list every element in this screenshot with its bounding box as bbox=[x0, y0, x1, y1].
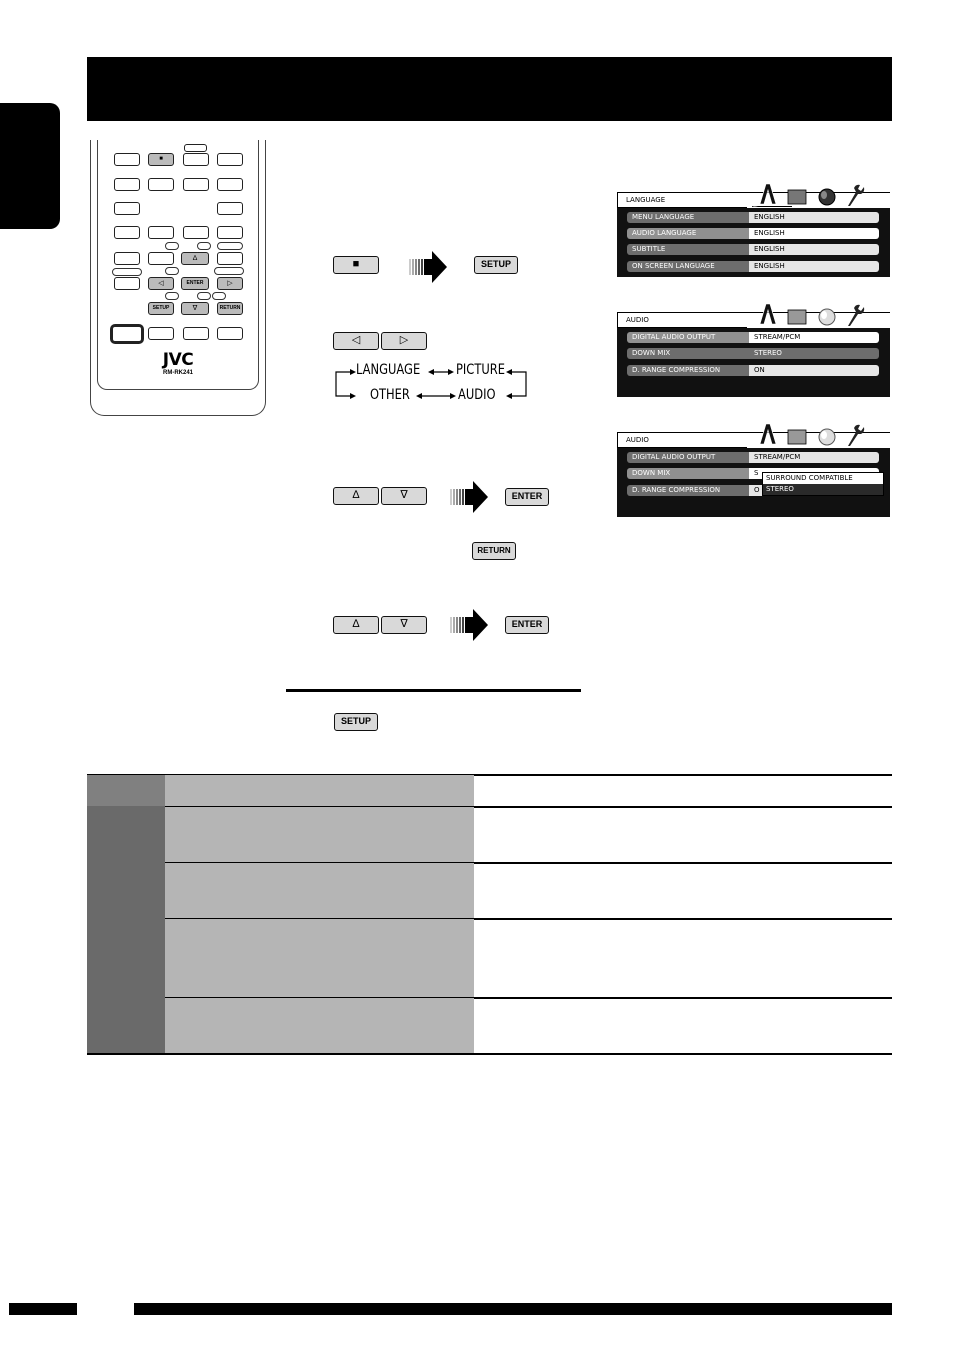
remote-button bbox=[217, 178, 243, 191]
down-key-glyph: ∇ bbox=[400, 618, 408, 630]
remote-left-button bbox=[148, 277, 174, 290]
osd-row-label: ON SCREEN LANGUAGE bbox=[627, 261, 749, 272]
osd-row bbox=[627, 212, 879, 223]
osd-row-label: DIGITAL AUDIO OUTPUT bbox=[627, 332, 749, 343]
remote-button bbox=[114, 277, 140, 290]
remote-button bbox=[183, 178, 209, 191]
up-key bbox=[333, 487, 379, 505]
remote-setup-button bbox=[148, 302, 174, 315]
osd-row-label: DOWN MIX bbox=[627, 348, 749, 359]
remote-button bbox=[114, 226, 140, 239]
osd-row-label: D. RANGE COMPRESSION bbox=[627, 365, 749, 376]
popup-option[interactable]: SURROUND COMPATIBLE bbox=[766, 474, 853, 482]
osd-menu-icons bbox=[752, 180, 872, 208]
table-item-cell bbox=[165, 919, 474, 997]
remote-return-button bbox=[217, 302, 243, 315]
footer-bar-left bbox=[9, 1303, 77, 1315]
osd-row-value: STREAM/PCM bbox=[749, 452, 879, 463]
left-key bbox=[333, 332, 379, 350]
table-item-cell bbox=[165, 807, 474, 862]
remote-down-button bbox=[181, 302, 209, 315]
remote-button bbox=[114, 202, 140, 215]
remote-small-button bbox=[197, 292, 211, 300]
up-key-glyph: ∆ bbox=[352, 489, 360, 501]
menu-other-label: OTHER bbox=[370, 387, 410, 403]
table-header-middle-cell bbox=[165, 775, 474, 806]
popup-option-selected[interactable]: STEREO bbox=[763, 484, 883, 495]
remote-button bbox=[148, 226, 174, 239]
return-key: RETURN bbox=[472, 542, 516, 560]
up-key-glyph: ∆ bbox=[352, 618, 360, 630]
next-step-arrow-icon bbox=[450, 479, 490, 515]
table-bottom-rule bbox=[87, 1053, 892, 1055]
remote-setup-label: SETUP bbox=[152, 305, 170, 311]
table-item-cell bbox=[165, 863, 474, 918]
stop-key bbox=[333, 256, 379, 274]
osd-row-value: S bbox=[749, 468, 879, 479]
remote-small-button bbox=[212, 292, 226, 300]
remote-small-button bbox=[214, 267, 244, 275]
up-key bbox=[333, 616, 379, 634]
remote-left-label: ◁ bbox=[158, 280, 164, 287]
remote-small-button bbox=[197, 242, 211, 250]
footer-bar-right bbox=[134, 1303, 892, 1315]
enter-key: ENTER bbox=[505, 616, 549, 634]
remote-right-label: ▷ bbox=[227, 280, 233, 287]
osd-tab-label: LANGUAGE bbox=[617, 192, 747, 208]
osd-tab-label: AUDIO bbox=[617, 312, 747, 328]
next-step-arrow-icon bbox=[409, 249, 449, 285]
remote-top-button bbox=[184, 144, 207, 152]
down-key-glyph: ∇ bbox=[400, 489, 408, 501]
osd-row bbox=[627, 261, 879, 272]
remote-small-button bbox=[165, 267, 179, 275]
remote-button bbox=[217, 202, 243, 215]
osd-language-screen bbox=[617, 192, 890, 277]
setup-key: SETUP bbox=[334, 713, 378, 731]
remote-stop-button bbox=[148, 153, 174, 166]
remote-up-button bbox=[181, 252, 209, 265]
table-item-cell bbox=[165, 998, 474, 1053]
remote-button bbox=[183, 153, 209, 166]
osd-row-value: ENGLISH bbox=[749, 261, 879, 272]
remote-button bbox=[148, 252, 174, 265]
remote-small-button bbox=[165, 292, 179, 300]
remote-enter-button bbox=[181, 277, 209, 290]
enter-key: ENTER bbox=[505, 488, 549, 506]
remote-button bbox=[183, 327, 209, 340]
remote-button bbox=[114, 178, 140, 191]
osd-tab-label: AUDIO bbox=[617, 432, 747, 448]
remote-button bbox=[148, 327, 174, 340]
right-key-glyph: ▷ bbox=[399, 334, 409, 346]
stop-key-glyph: ■ bbox=[352, 258, 360, 270]
remote-small-button bbox=[165, 242, 179, 250]
language-side-tab bbox=[0, 103, 60, 229]
osd-menu-icons bbox=[752, 300, 872, 328]
menu-picture-label: PICTURE bbox=[456, 362, 505, 378]
osd-menu-icons bbox=[752, 420, 872, 448]
osd-row bbox=[627, 452, 879, 463]
osd-row-label: AUDIO LANGUAGE bbox=[627, 228, 749, 239]
remote-button bbox=[217, 327, 243, 340]
remote-highlighted-button bbox=[110, 324, 144, 344]
osd-row bbox=[627, 365, 879, 376]
osd-audio-screen bbox=[617, 312, 890, 397]
remote-enter-label: ENTER bbox=[186, 280, 204, 286]
down-key bbox=[381, 616, 427, 634]
down-mix-options-popup bbox=[762, 472, 884, 496]
osd-row-value: O bbox=[749, 485, 879, 496]
osd-row-label: MENU LANGUAGE bbox=[627, 212, 749, 223]
remote-button bbox=[183, 226, 209, 239]
osd-row bbox=[627, 332, 879, 343]
remote-brand-logo: JVC bbox=[162, 350, 194, 370]
osd-row bbox=[627, 228, 879, 239]
remote-return-label: RETURN bbox=[219, 305, 241, 311]
osd-row-label: DOWN MIX bbox=[627, 468, 749, 479]
left-key-glyph: ◁ bbox=[351, 334, 361, 346]
remote-model: RM-RK241 bbox=[162, 370, 193, 376]
osd-row bbox=[627, 244, 879, 255]
remote-button bbox=[217, 252, 243, 265]
right-key bbox=[381, 332, 427, 350]
osd-row-label: D. RANGE COMPRESSION bbox=[627, 485, 749, 496]
table-header-left-cell bbox=[87, 775, 165, 806]
osd-row-label: DIGITAL AUDIO OUTPUT bbox=[627, 452, 749, 463]
remote-small-button bbox=[112, 268, 142, 276]
down-key bbox=[381, 487, 427, 505]
setup-key: SETUP bbox=[474, 256, 518, 274]
menu-audio-label: AUDIO bbox=[458, 387, 496, 403]
remote-down-label: ∇ bbox=[192, 305, 198, 312]
next-step-arrow-icon bbox=[450, 607, 490, 643]
section-header-bar bbox=[87, 57, 892, 121]
osd-row-value: ON bbox=[749, 365, 879, 376]
remote-button bbox=[148, 178, 174, 191]
remote-button bbox=[217, 153, 243, 166]
menu-language-label: LANGUAGE bbox=[356, 362, 421, 378]
osd-row-value: STEREO bbox=[749, 348, 879, 359]
osd-row-value: ENGLISH bbox=[749, 244, 879, 255]
table-category-cell bbox=[87, 806, 165, 1054]
remote-up-label: ∆ bbox=[192, 255, 198, 262]
osd-audio-popup-screen bbox=[617, 432, 890, 517]
remote-small-button bbox=[217, 242, 243, 250]
remote-button bbox=[114, 252, 140, 265]
section-divider bbox=[286, 689, 581, 692]
remote-button bbox=[114, 153, 140, 166]
osd-row bbox=[627, 348, 879, 359]
remote-button bbox=[217, 226, 243, 239]
osd-row-value: ENGLISH bbox=[749, 212, 879, 223]
osd-row-label: SUBTITLE bbox=[627, 244, 749, 255]
remote-right-button bbox=[217, 277, 243, 290]
osd-row-value: ENGLISH bbox=[749, 228, 879, 239]
remote-stop-label: ■ bbox=[159, 156, 163, 162]
osd-row-value: STREAM/PCM bbox=[749, 332, 879, 343]
